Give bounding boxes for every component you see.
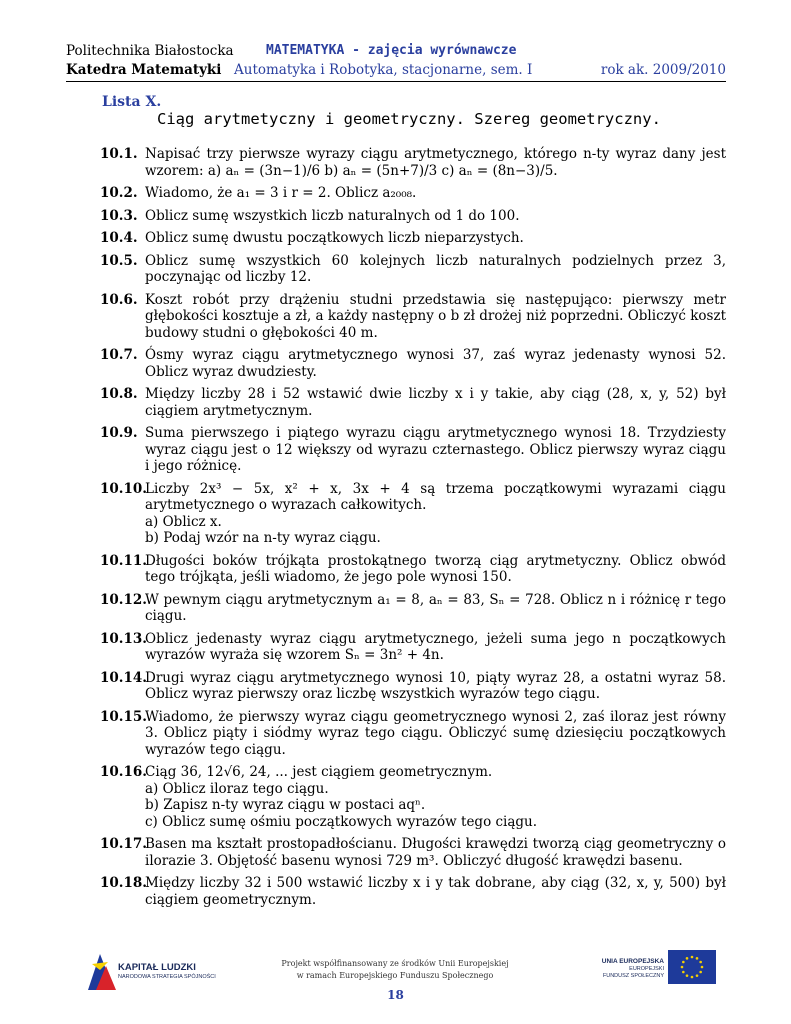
- problem-item: [100, 709, 726, 759]
- footer: [0, 930, 791, 1024]
- page-number: 18: [387, 988, 404, 1002]
- problem-text: Wiadomo, że a₁ = 3 i r = 2. Oblicz a₂₀₀₈.: [145, 185, 417, 201]
- problem-item: [100, 347, 726, 380]
- problem-number: 10.11.: [100, 552, 147, 569]
- problem-number: 10.10.: [100, 480, 147, 497]
- problem-text: Między liczby 32 i 500 wstawić liczby x i y tak dobrane, aby ciąg (32, x, y, 500) był ciągiem geometrycznym.: [145, 875, 726, 908]
- problem-list: [100, 146, 726, 914]
- kapital-ludzki-name: KAPITAŁ LUDZKI: [118, 962, 196, 973]
- eu-star-icon: [701, 966, 704, 969]
- problem-item: [100, 425, 726, 475]
- problem-number: 10.18.: [100, 875, 147, 891]
- eu-subtitle-line-1: EUROPEJSKI: [629, 966, 664, 972]
- project-note-line-2: w ramach Europejskiego Funduszu Społecznego: [296, 971, 494, 980]
- problem-text: Wiadomo, że pierwszy wyraz ciągu geometrycznego wynosi 2, zaś iloraz jest równy 3. Oblicz piąty i siódmy wyraz tego ciągu. Obliczyć sumę dziesięciu początkowych wyrazów tego ciągu.: [145, 708, 726, 758]
- problem-number: 10.2.: [100, 185, 138, 201]
- problem-item: [100, 592, 726, 625]
- program-name: Automatyka i Robotyka, stacjonarne, sem. I: [234, 62, 533, 78]
- problem-item: [100, 875, 726, 908]
- kapital-ludzki-subtitle: NARODOWA STRATEGIA SPÓJNOŚCI: [118, 974, 216, 980]
- problem-text: Oblicz sumę dwustu początkowych liczb nieparzystych.: [145, 230, 524, 246]
- eu-star-icon: [681, 966, 684, 969]
- problem-item: [100, 230, 726, 247]
- problem-number: 10.15.: [100, 708, 147, 725]
- problem-item: [100, 481, 726, 547]
- problem-number: 10.17.: [100, 836, 147, 852]
- eu-star-icon: [696, 957, 699, 960]
- problem-text: a) Oblicz iloraz tego ciągu.: [145, 780, 329, 797]
- problem-item: [100, 208, 726, 225]
- problem-text: Liczby 2x³ − 5x, x² + x, 3x + 4 są trzema początkowymi wyrazami ciągu arytmetycznego o wyrazach całkowitych.: [145, 480, 726, 513]
- problem-number: 10.14.: [100, 669, 147, 686]
- problem-number: 10.3.: [100, 207, 138, 224]
- university-name: Politechnika Białostocka: [66, 43, 234, 59]
- problem-item: [100, 764, 726, 830]
- problem-text: Drugi wyraz ciągu arytmetycznego wynosi 10, piąty wyraz 28, a ostatni wyraz 58. Oblicz wyraz pierwszy oraz liczbę wszystkich wyrazów tego ciągu.: [145, 669, 726, 702]
- eu-star-icon: [696, 974, 699, 977]
- problem-number: 10.4.: [100, 230, 138, 246]
- problem-number: 10.9.: [100, 425, 138, 441]
- problem-text: W pewnym ciągu arytmetycznym a₁ = 8, aₙ = 83, Sₙ = 728. Oblicz n i różnicę r tego ciągu.: [145, 591, 726, 624]
- problem-text: Długości boków trójkąta prostokątnego tworzą ciąg arytmetyczny. Oblicz obwód tego trójkąta, jeśli wiadomo, że jego pole wynosi 150.: [145, 552, 726, 585]
- eu-star-icon: [686, 974, 689, 977]
- problem-number: 10.5.: [100, 252, 138, 269]
- header-rule: [66, 81, 726, 82]
- problem-number: 10.7.: [100, 347, 138, 363]
- problem-number: 10.1.: [100, 146, 138, 162]
- eu-star-icon: [691, 956, 694, 959]
- problem-item: [100, 292, 726, 342]
- academic-year: rok ak. 2009/2010: [600, 62, 726, 78]
- problem-number: 10.16.: [100, 764, 147, 780]
- project-note-line-1: Projekt współfinansowany ze środków Unii Europejskiej: [281, 959, 509, 968]
- eu-subtitle: [580, 966, 664, 980]
- problem-text: Między liczby 28 i 52 wstawić dwie liczby x i y takie, aby ciąg (28, x, y, 52) był ciągiem arytmetycznym.: [145, 386, 726, 419]
- eu-star-icon: [699, 971, 702, 974]
- eu-subtitle-line-2: FUNDUSZ SPOŁECZNY: [602, 973, 664, 979]
- problem-item: [100, 185, 726, 202]
- problem-item: [100, 253, 726, 286]
- problem-text: Ósmy wyraz ciągu arytmetycznego wynosi 37, zaś wyraz jedenasty wynosi 52. Oblicz wyraz dwudziesty.: [145, 347, 726, 380]
- problem-item: [100, 631, 726, 664]
- problem-text: Suma pierwszego i piątego wyrazu ciągu arytmetycznego wynosi 18. Trzydziesty wyraz ciągu jest o 12 większy od wyrazu czternastego. Oblicz pierwszy wyraz ciągu i jego różnicę.: [145, 425, 726, 474]
- eu-star-icon: [682, 961, 685, 964]
- problem-text: Oblicz jedenasty wyraz ciągu arytmetycznego, jeżeli suma jego n początkowych wyrazów wyraża się wzorem Sₙ = 3n² + 4n.: [145, 630, 726, 663]
- problem-text: Basen ma kształt prostopadłościanu. Długości krawędzi tworzą ciąg geometryczny o ilorazie 3. Objętość basenu wynosi 729 m³. Obliczyć długość krawędzi basenu.: [145, 836, 726, 869]
- problem-text: Oblicz sumę wszystkich liczb naturalnych od 1 do 100.: [145, 207, 520, 224]
- eu-star-icon: [699, 961, 702, 964]
- problem-number: 10.8.: [100, 386, 138, 402]
- eu-star-icon: [686, 957, 689, 960]
- eu-star-icon: [682, 971, 685, 974]
- problem-text: a) Oblicz x.: [145, 513, 222, 530]
- project-note: [250, 958, 540, 982]
- problem-text: b) Podaj wzór na n-ty wyraz ciągu.: [145, 530, 381, 546]
- problem-number: 10.12.: [100, 591, 147, 608]
- eu-title: UNIA EUROPEJSKA: [601, 958, 664, 965]
- problem-text: Ciąg 36, 12√6, 24, ... jest ciągiem geometrycznym.: [145, 764, 493, 780]
- problem-item: [100, 553, 726, 586]
- problem-number: 10.13.: [100, 630, 147, 647]
- course-name: MATEMATYKA - zajęcia wyrównawcze: [266, 43, 517, 58]
- problem-item: [100, 836, 726, 869]
- problem-text: Napisać trzy pierwsze wyrazy ciągu arytmetycznego, którego n-ty wyraz dany jest wzorem: a) aₙ = (3n−1)/6 b) aₙ = (5n+7)/3 c) aₙ = (8n−3)/5.: [145, 146, 726, 179]
- problem-text: Koszt robót przy drążeniu studni przedstawia się następująco: pierwszy metr głębokości kosztuje a zł, a każdy następny o b zł drożej niż poprzedni. Obliczyć koszt budowy studni o głębokości 40 m.: [145, 291, 726, 341]
- problem-text: Oblicz sumę wszystkich 60 kolejnych liczb naturalnych podzielnych przez 3, poczynając od liczby 12.: [145, 252, 726, 285]
- list-label: Lista X.: [102, 94, 162, 110]
- problem-item: [100, 670, 726, 703]
- page-title: Ciąg arytmetyczny i geometryczny. Szereg geometryczny.: [157, 110, 661, 128]
- problem-item: [100, 146, 726, 179]
- department-name: Katedra Matematyki: [66, 62, 222, 78]
- eu-flag-icon: [668, 950, 716, 984]
- problem-text: c) Oblicz sumę ośmiu początkowych wyrazów tego ciągu.: [145, 813, 538, 830]
- eu-star-icon: [691, 976, 694, 979]
- problem-item: [100, 386, 726, 419]
- problem-text: b) Zapisz n-ty wyraz ciągu w postaci aqⁿ.: [145, 797, 426, 813]
- problem-number: 10.6.: [100, 291, 138, 308]
